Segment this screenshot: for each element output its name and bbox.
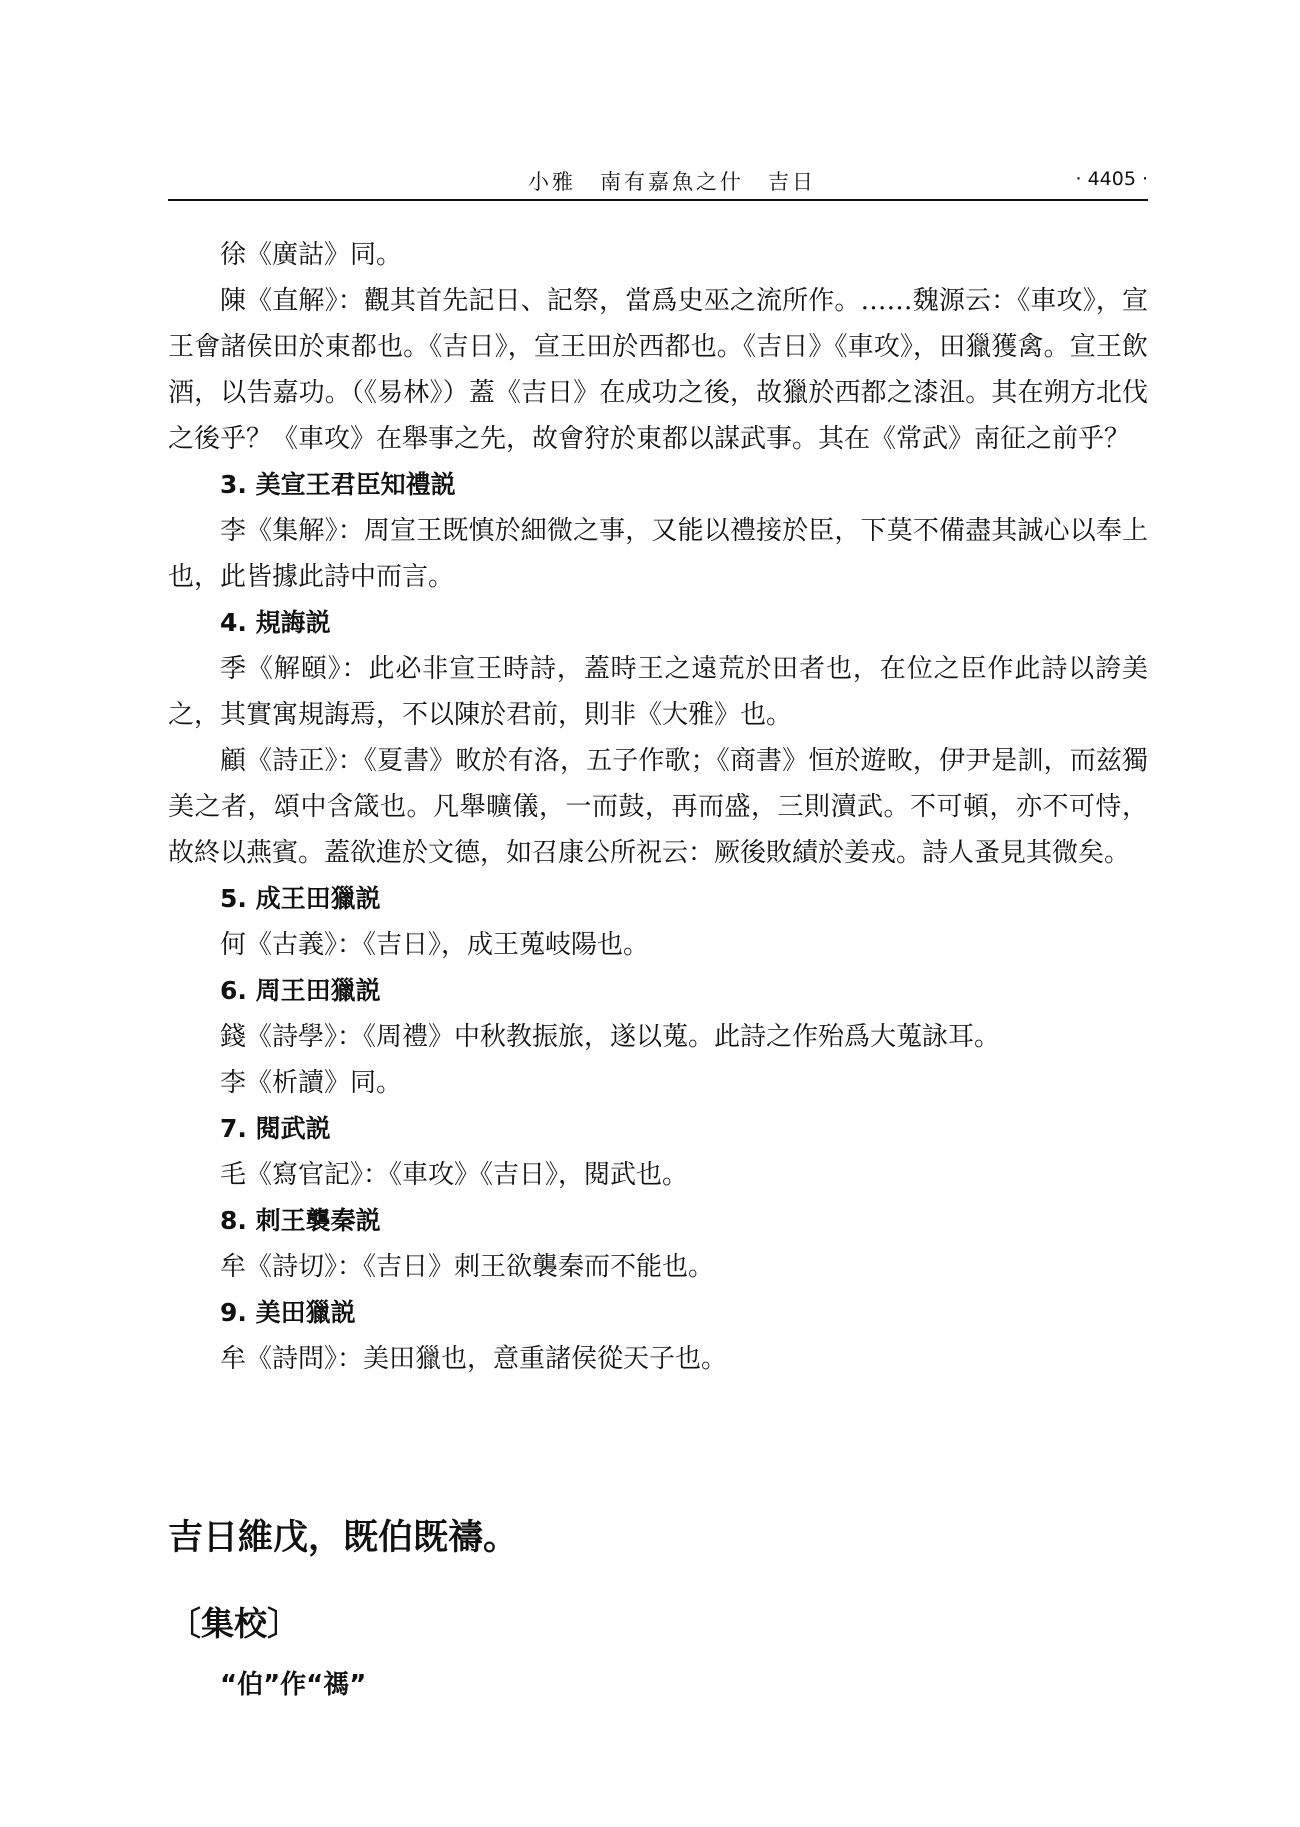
- numbered-heading: 3. 美宣王君臣知禮説: [220, 470, 456, 499]
- numbered-heading: 8. 刺王襲秦説: [220, 1206, 381, 1235]
- paragraph: 錢《詩學》：《周禮》中秋教振旅，遂以蒐。此詩之作殆爲大蒐詠耳。: [220, 1022, 1001, 1052]
- paragraph: 牟《詩問》：美田獵也，意重諸侯從天子也。: [220, 1344, 728, 1374]
- paragraph: 陳《直解》：觀其首先記日、記祭，當爲史巫之流所作。……魏源云：《車攻》，宣王會諸侯田於東都也。《吉日》，宣王田於西都也。《吉日》《車攻》，田獵獲禽。宣王飲酒，以告嘉功。（《易林》）蓋《吉日》在成功之後，故獵於西都之漆沮。其在朔方北伐之後乎？《車攻》在舉事之先，故會狩於東都以謀武事。其在《常武》南征之前乎？: [168, 286, 1148, 454]
- numbered-heading: 4. 規誨説: [220, 608, 331, 637]
- numbered-heading: 7. 閱武説: [220, 1114, 331, 1143]
- paragraph: 李《集解》：周宣王既慎於細微之事，又能以禮接於臣，下莫不備盡其誠心以奉上也，此皆據此詩中而言。: [168, 516, 1148, 592]
- paragraph: 顧《詩正》：《夏書》畋於有洛，五子作歌；《商書》恒於遊畋，伊尹是訓，而兹獨美之者，頌中含箴也。凡舉曠儀，一而鼓，再而盛，三則瀆武。不可頓，亦不可恃，故終以燕賓。蓋欲進於文德，如召康公所祝云：厥後敗績於姜戎。詩人蚤見其微矣。: [168, 746, 1148, 868]
- verse-line: 吉日維戊，既伯既禱。: [168, 1518, 519, 1558]
- running-head: [168, 160, 1148, 200]
- running-title: 小雅 南有嘉魚之什 吉日: [528, 170, 816, 194]
- collation-note: “伯”作“禡”: [220, 1670, 367, 1700]
- numbered-heading: 9. 美田獵説: [220, 1298, 356, 1327]
- paragraph: 毛《寫官記》：《車攻》《吉日》，閱武也。: [220, 1160, 689, 1190]
- numbered-heading: 5. 成王田獵説: [220, 884, 381, 913]
- paragraph: 何《古義》：《吉日》，成王蒐岐陽也。: [220, 930, 650, 960]
- section-label: 〔集校〕: [168, 1604, 300, 1643]
- paragraph: 徐《廣詁》同。: [220, 240, 403, 270]
- paragraph: 牟《詩切》：《吉日》刺王欲襲秦而不能也。: [220, 1252, 715, 1282]
- body-text: [168, 232, 1148, 1382]
- header-rule: [168, 199, 1148, 201]
- paragraph: 季《解頤》：此必非宣王時詩，蓋時王之遠荒於田者也，在位之臣作此詩以誇美之，其實寓規誨焉，不以陳於君前，則非《大雅》也。: [168, 654, 1148, 730]
- page-number: · 4405 ·: [1075, 168, 1148, 190]
- numbered-heading: 6. 周王田獵説: [220, 976, 381, 1005]
- paragraph: 李《析讀》同。: [220, 1068, 403, 1098]
